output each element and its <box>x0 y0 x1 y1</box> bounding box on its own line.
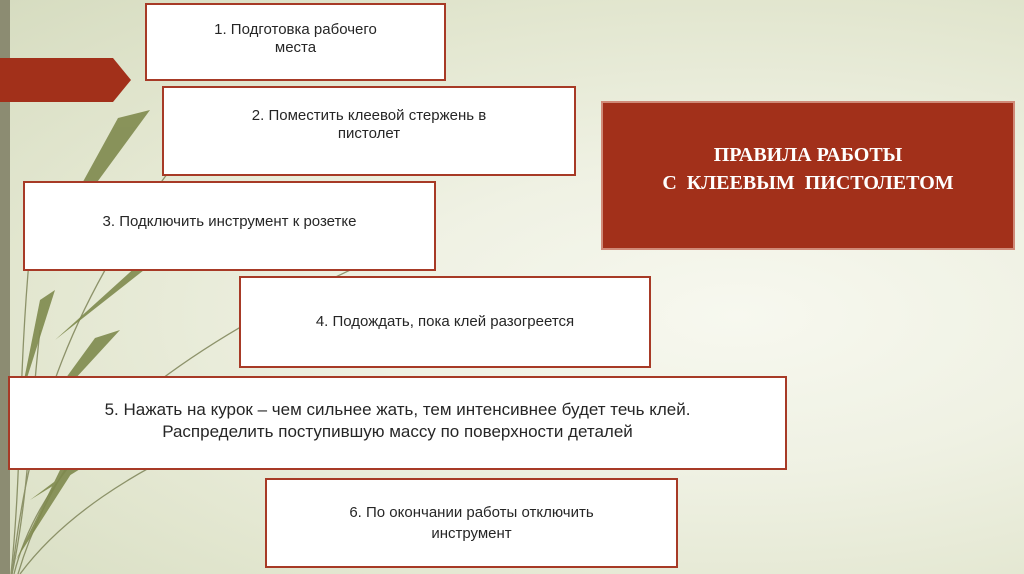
step-3-box: 3. Подключить инструмент к розетке <box>23 181 436 271</box>
red-arrow-banner <box>0 58 131 102</box>
step-1-box: 1. Подготовка рабочего места <box>145 3 446 81</box>
slide-title-box <box>601 101 1015 250</box>
step-5-box: 5. Нажать на курок – чем сильнее жать, тем интенсивнее будет течь клей. Распределить поступившую массу по поверхности деталей <box>8 376 787 470</box>
step-6-box: 6. По окончании работы отключить инструмент <box>265 478 678 568</box>
slide-title-line-2: С КЛЕЕВЫМ ПИСТОЛЕТОМ <box>662 171 954 194</box>
step-2-box: 2. Поместить клеевой стержень в пистолет <box>162 86 576 176</box>
step-4-box: 4. Подождать, пока клей разогреется <box>239 276 651 368</box>
slide-title-line-1: ПРАВИЛА РАБОТЫ <box>713 143 903 166</box>
